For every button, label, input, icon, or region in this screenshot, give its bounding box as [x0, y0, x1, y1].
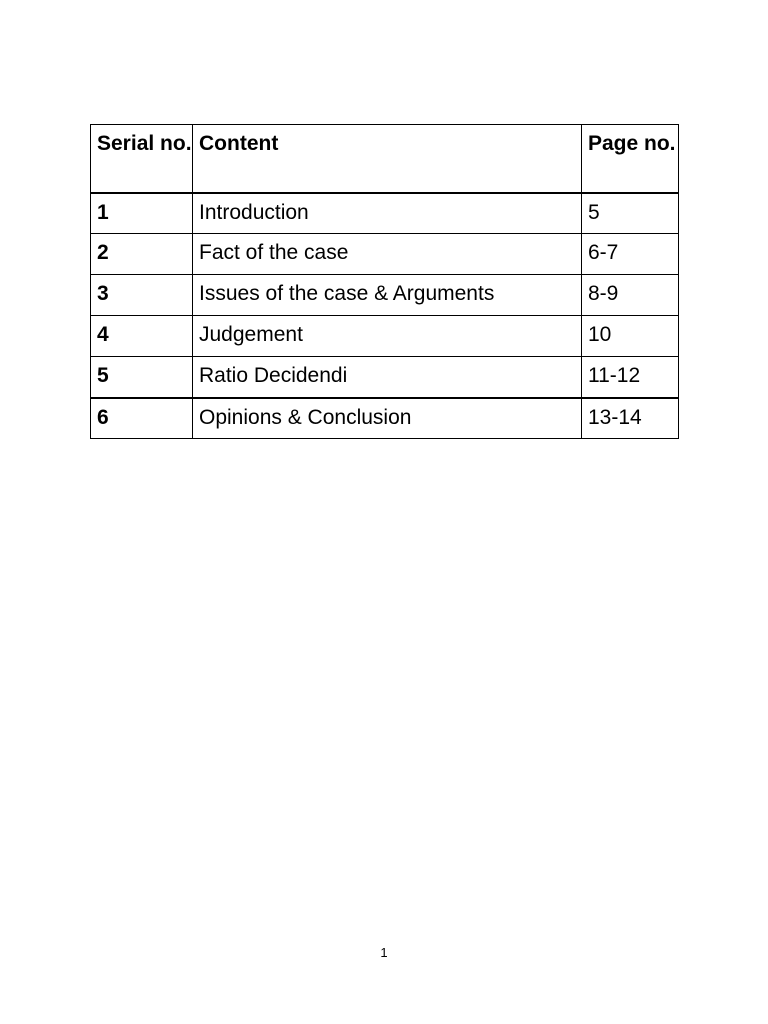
table-row: [91, 316, 679, 357]
row-serial: 6: [91, 398, 193, 439]
header-content: Content: [193, 125, 582, 193]
row-content: Fact of the case: [193, 234, 582, 275]
row-page: 13-14: [582, 398, 679, 439]
row-content: Ratio Decidendi: [193, 357, 582, 398]
row-page: 5: [582, 193, 679, 234]
header-page: Page no.: [582, 125, 679, 193]
page-number: 1: [380, 945, 388, 960]
table-row: [91, 398, 679, 439]
row-page: 6-7: [582, 234, 679, 275]
row-serial: 5: [91, 357, 193, 398]
table-header: [91, 125, 679, 193]
table-row: [91, 357, 679, 398]
table-of-contents: [90, 124, 679, 439]
row-content: Issues of the case & Arguments: [193, 275, 582, 316]
row-page: 8-9: [582, 275, 679, 316]
row-page: 10: [582, 316, 679, 357]
table-row: [91, 275, 679, 316]
row-content: Judgement: [193, 316, 582, 357]
row-serial: 2: [91, 234, 193, 275]
header-row: [91, 125, 679, 193]
header-serial: Serial no.: [91, 125, 193, 193]
row-serial: 3: [91, 275, 193, 316]
row-content: Opinions & Conclusion: [193, 398, 582, 439]
table-row: [91, 193, 679, 234]
row-serial: 1: [91, 193, 193, 234]
row-content: Introduction: [193, 193, 582, 234]
table-row: [91, 234, 679, 275]
row-serial: 4: [91, 316, 193, 357]
row-page: 11-12: [582, 357, 679, 398]
table-body: [91, 193, 679, 439]
